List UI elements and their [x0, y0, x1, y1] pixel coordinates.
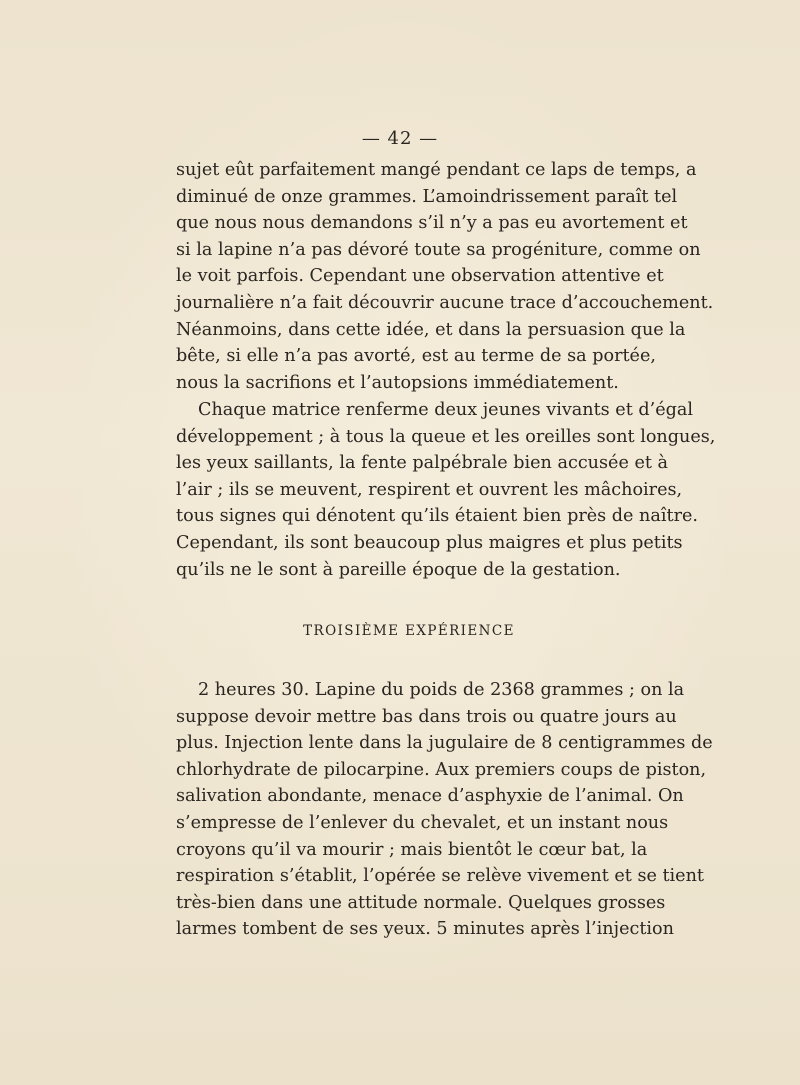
text-line: nous la sacrifions et l’autopsions immédiatement. — [176, 372, 619, 393]
text-line: le voit parfois. Cependant une observation attentive et — [176, 266, 664, 287]
text-line: salivation abondante, menace d’asphyxie de l’animal. On — [176, 786, 684, 807]
text-line: très-bien dans une attitude normale. Quelques grosses — [176, 892, 666, 913]
text-line: si la lapine n’a pas dévoré toute sa progéniture, comme on — [176, 239, 701, 260]
text-line: qu’ils ne le sont à pareille époque de la gestation. — [176, 559, 621, 580]
text-line: sujet eût parfaitement mangé pendant ce laps de temps, a — [176, 160, 697, 180]
text-line: l’air ; ils se meuvent, respirent et ouvrent les mâchoires, — [176, 479, 683, 500]
paragraph-continuation — [176, 157, 714, 396]
text-line: suppose devoir mettre bas dans trois ou quatre jours au — [176, 706, 677, 727]
text-line: Chaque matrice renferme deux jeunes vivants et d’égal — [198, 400, 694, 420]
text-line: plus. Injection lente dans la jugulaire de 8 centigrammes de — [176, 733, 713, 754]
text-line: développement ; à tous la queue et les oreilles sont longues, — [176, 426, 716, 447]
text-line: diminué de onze grammes. L’amoindrissement paraît tel — [176, 186, 678, 207]
text-line: Cependant, ils sont beaucoup plus maigres et plus petits — [176, 532, 683, 553]
text-line: Néanmoins, dans cette idée, et dans la persuasion que la — [176, 319, 686, 340]
paragraph-matrices — [176, 397, 716, 583]
text-line: bête, si elle n’a pas avorté, est au terme de sa portée, — [176, 346, 656, 367]
text-line: croyons qu’il va mourir ; mais bientôt le cœur bat, la — [176, 839, 648, 860]
text-line: chlorhydrate de pilocarpine. Aux premiers coups de piston, — [176, 759, 707, 780]
text-line: les yeux saillants, la fente palpébrale bien accusée et à — [176, 453, 669, 474]
text-line: larmes tombent de ses yeux. 5 minutes après l’injection — [176, 919, 674, 940]
page-number: — 42 — — [361, 128, 439, 149]
text-line: s’empresse de l’enlever du chevalet, et un instant nous — [176, 812, 669, 833]
text-line: 2 heures 30. Lapine du poids de 2368 grammes ; on la — [198, 680, 685, 700]
text-line: tous signes qui dénotent qu’ils étaient bien près de naître. — [176, 506, 698, 527]
text-line: que nous nous demandons s’il n’y a pas eu avortement et — [176, 213, 688, 234]
text-line: respiration s’établit, l’opérée se relève vivement et se tient — [176, 866, 704, 887]
section-heading: TROISIÈME EXPÉRIENCE — [303, 623, 515, 639]
paragraph-experiment — [176, 677, 713, 943]
text-line: journalière n’a fait découvrir aucune trace d’accouchement. — [176, 292, 714, 313]
